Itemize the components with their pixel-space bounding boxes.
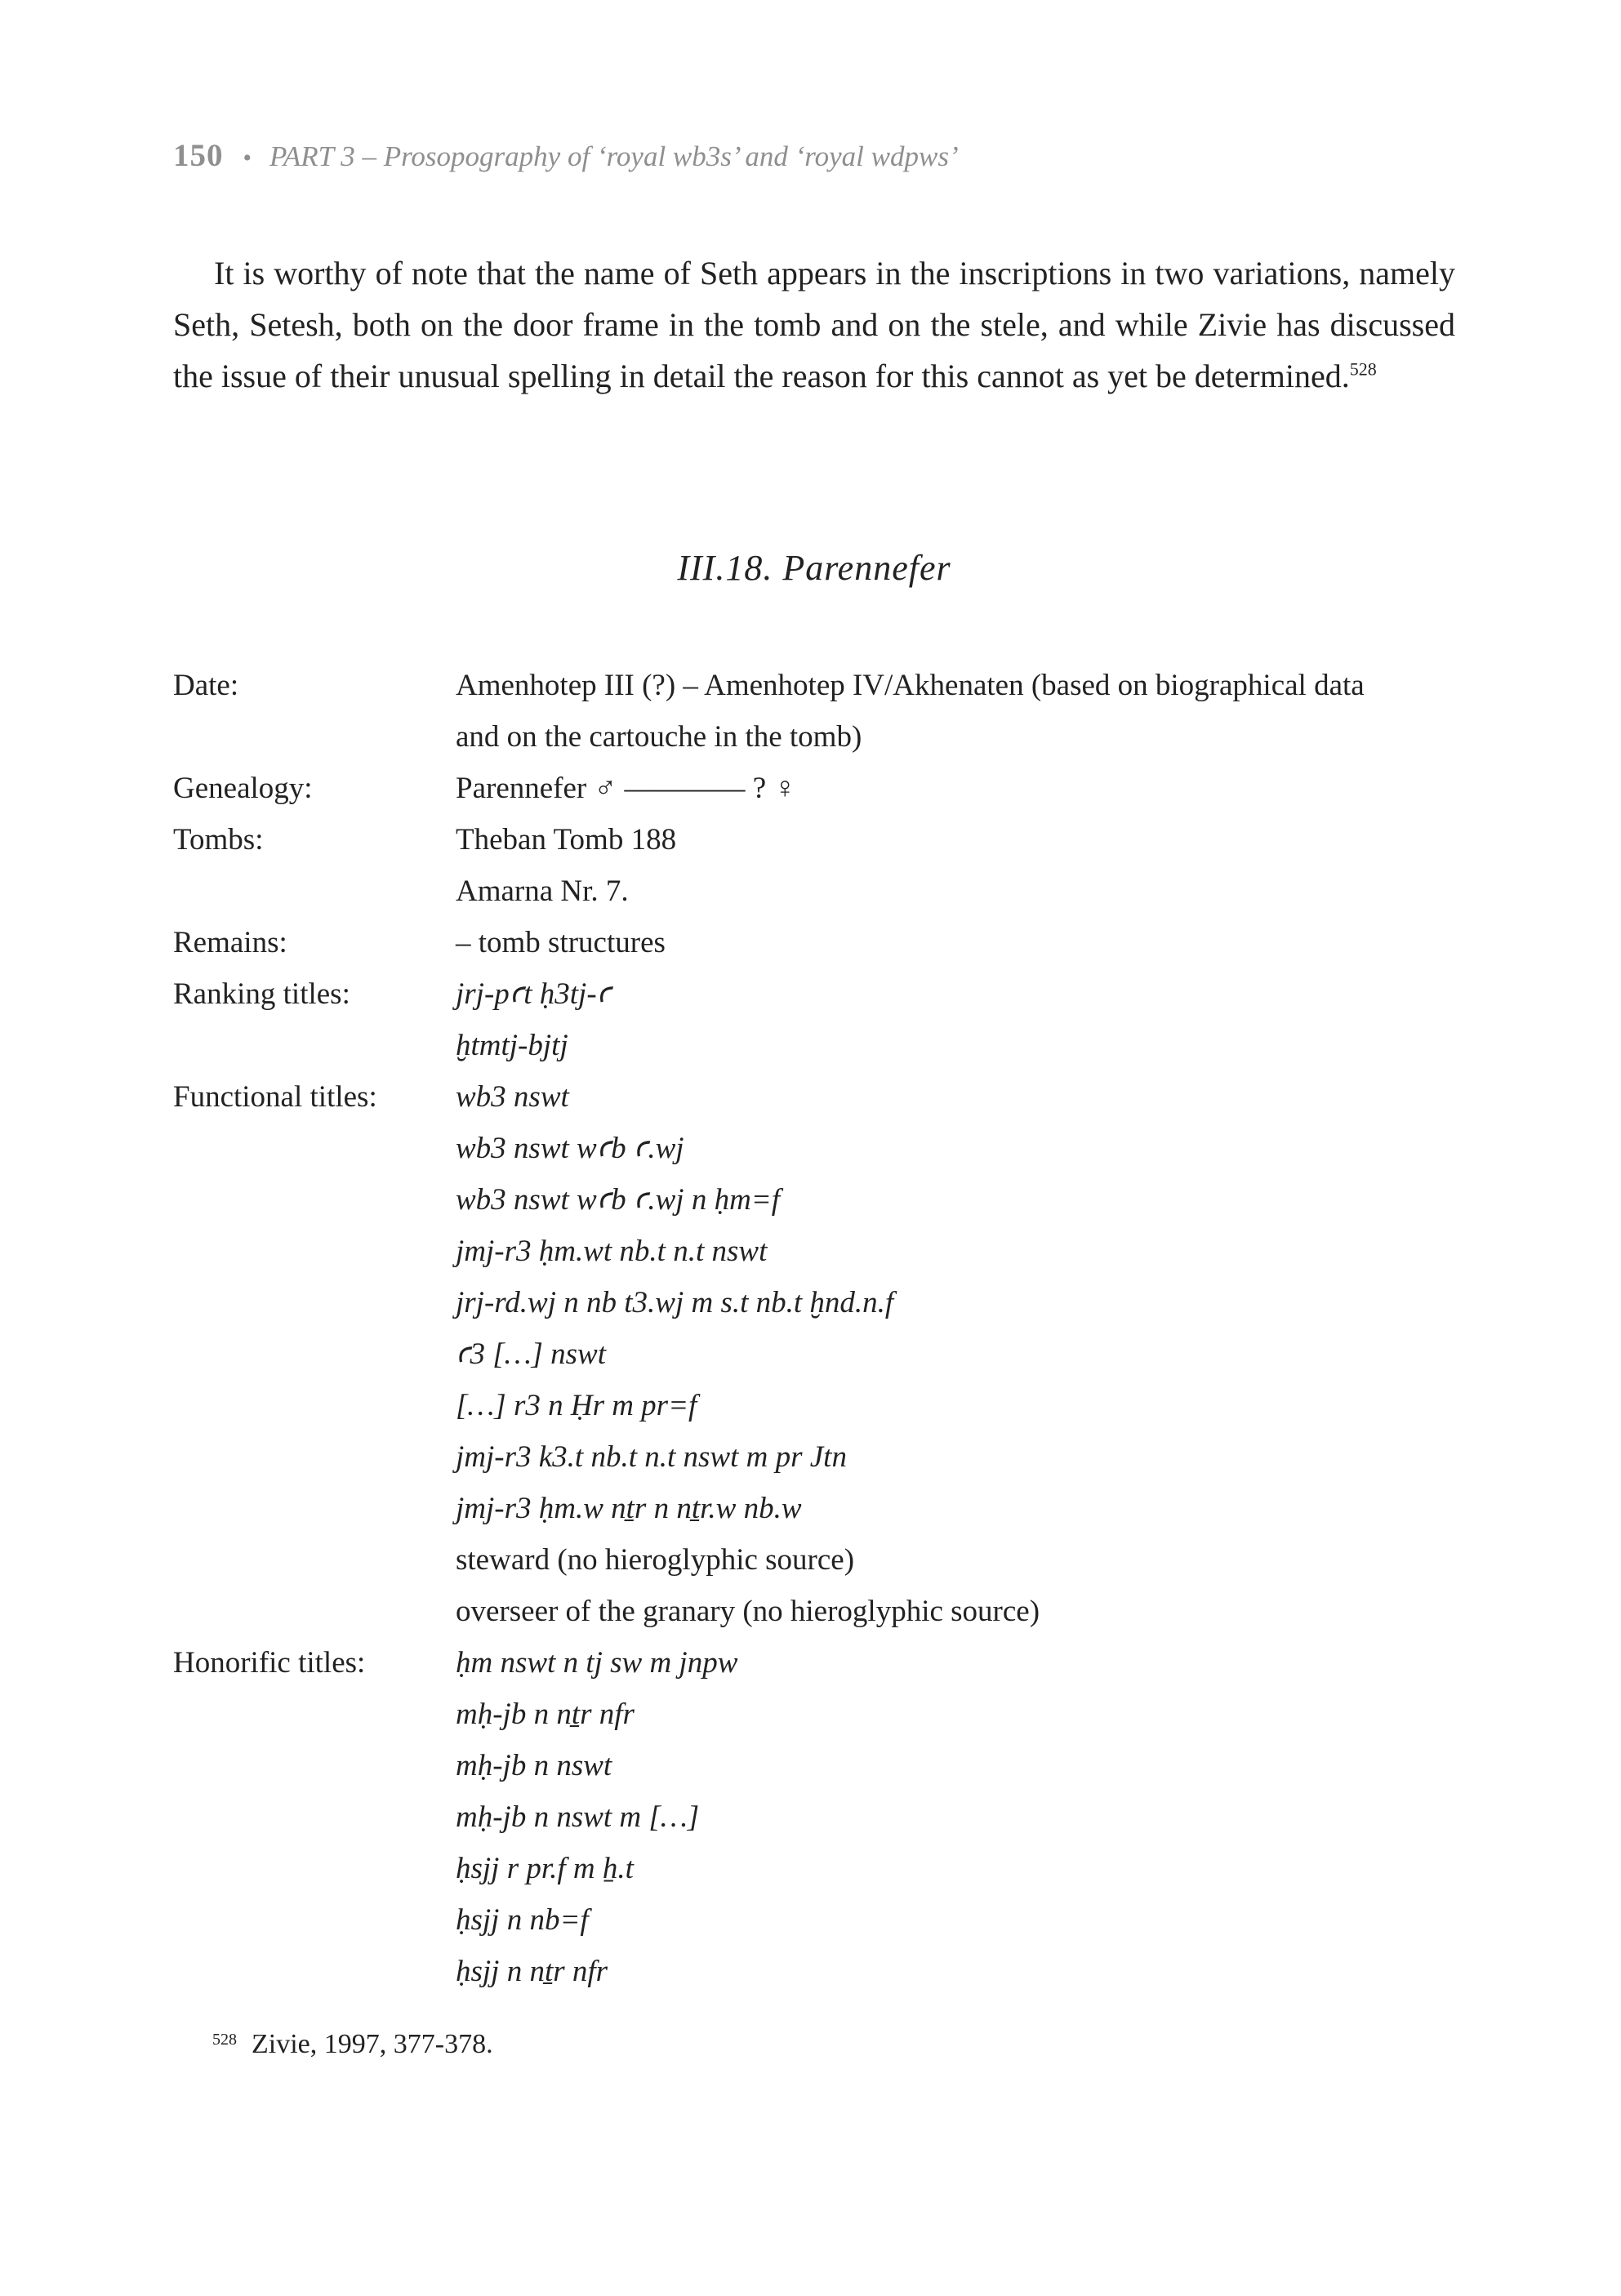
entry-value-line: – tomb structures	[456, 926, 666, 959]
entry-row	[173, 660, 1455, 763]
entry-value-line: ḫtmtj-bjtj	[456, 1029, 568, 1062]
entry-value-line: wb3 nswt wꜥb ꜥ.wj n ḥm=f	[456, 1183, 781, 1217]
entry-value-line: jrj-pꜥt ḥ3tj-ꜥ	[456, 977, 612, 1011]
running-title: PART 3 – Prosopography of ‘royal wb3s’ and ‘royal wdpws’	[269, 140, 959, 172]
entry-value-line: ḥsjj n nṯr nfr	[456, 1955, 608, 1988]
entry-value-line: Theban Tomb 188	[456, 823, 677, 857]
entry-values	[456, 814, 1455, 917]
body-paragraph	[173, 247, 1455, 402]
entry-row	[173, 763, 1455, 814]
footnote-marker: 528	[212, 2031, 237, 2049]
entry-value-line: mḥ-jb n nswt m […]	[456, 1800, 700, 1834]
entry-row	[173, 917, 1455, 968]
prosopography-list	[173, 660, 1455, 1997]
entry-value-line: steward (no hieroglyphic source)	[456, 1543, 855, 1577]
paragraph-text: It is worthy of note that the name of Seth appears in the inscriptions in two variations, namely Seth, Setesh, both on the door frame in the tomb and on the stele, and while Zivie has discussed the issue of their unusual spelling in detail the reason for this cannot as yet be determined.	[173, 255, 1455, 394]
entry-values	[456, 763, 1455, 814]
entry-value-line: ḥm nswt n tj sw m jnpw	[456, 1646, 738, 1680]
entry-values	[456, 968, 1455, 1071]
entry-label: Ranking titles:	[173, 977, 350, 1011]
entry-row	[173, 1071, 1455, 1637]
entry-label: Date:	[173, 669, 239, 702]
footnote-reference[interactable]: 528	[1349, 358, 1377, 380]
entry-label: Genealogy:	[173, 772, 313, 805]
entry-label: Honorific titles:	[173, 1646, 366, 1680]
entry-value-line: jmj-r3 ḥm.wt nb.t n.t nswt	[456, 1235, 768, 1268]
entry-label: Remains:	[173, 926, 287, 959]
entry-row	[173, 814, 1455, 917]
entry-values	[456, 917, 1455, 968]
section-heading: III.18. Parennefer	[677, 548, 951, 588]
entry-value-line: ḥsjj n nb=f	[456, 1903, 589, 1937]
entry-value-line: jmj-r3 k3.t nb.t n.t nswt m pr Jtn	[456, 1440, 847, 1474]
entry-value-line: mḥ-jb n nṯr nfr	[456, 1698, 635, 1731]
entry-values	[456, 660, 1455, 763]
entry-value-line: […] r3 n Ḥr m pr=f	[456, 1389, 697, 1422]
bullet-separator: •	[243, 145, 252, 171]
entry-values	[456, 1637, 1455, 1997]
entry-label: Functional titles:	[173, 1080, 377, 1114]
entry-row	[173, 968, 1455, 1071]
page-number: 150	[173, 138, 224, 173]
entry-value-line: ꜥ3 […] nswt	[456, 1337, 607, 1371]
entry-value-line: and on the cartouche in the tomb)	[456, 720, 862, 754]
entry-value-line: overseer of the granary (no hieroglyphic source)	[456, 1595, 1040, 1628]
running-head	[173, 137, 959, 186]
entry-value-line: Amenhotep III (?) – Amenhotep IV/Akhenaten (based on biographical data	[456, 669, 1365, 702]
entry-value-line: Parennefer ♂ ———— ? ♀	[456, 772, 797, 805]
footnote-text: Zivie, 1997, 377-378.	[252, 2029, 493, 2059]
footnote	[212, 2029, 493, 2060]
entry-value-line: jrj-rd.wj n nb t3.wj m s.t nb.t ḫnd.n.f	[456, 1286, 894, 1319]
entry-value-line: mḥ-jb n nswt	[456, 1749, 612, 1782]
entry-values	[456, 1071, 1455, 1637]
entry-value-line: wb3 nswt wꜥb ꜥ.wj	[456, 1132, 684, 1165]
entry-value-line: Amarna Nr. 7.	[456, 874, 629, 908]
entry-value-line: jmj-r3 ḥm.w nṯr n nṯr.w nb.w	[456, 1492, 802, 1525]
entry-label: Tombs:	[173, 823, 264, 857]
entry-value-line: wb3 nswt	[456, 1080, 569, 1114]
entry-row	[173, 1637, 1455, 1997]
entry-value-line: ḥsjj r pr.f m ẖ.t	[456, 1852, 634, 1885]
